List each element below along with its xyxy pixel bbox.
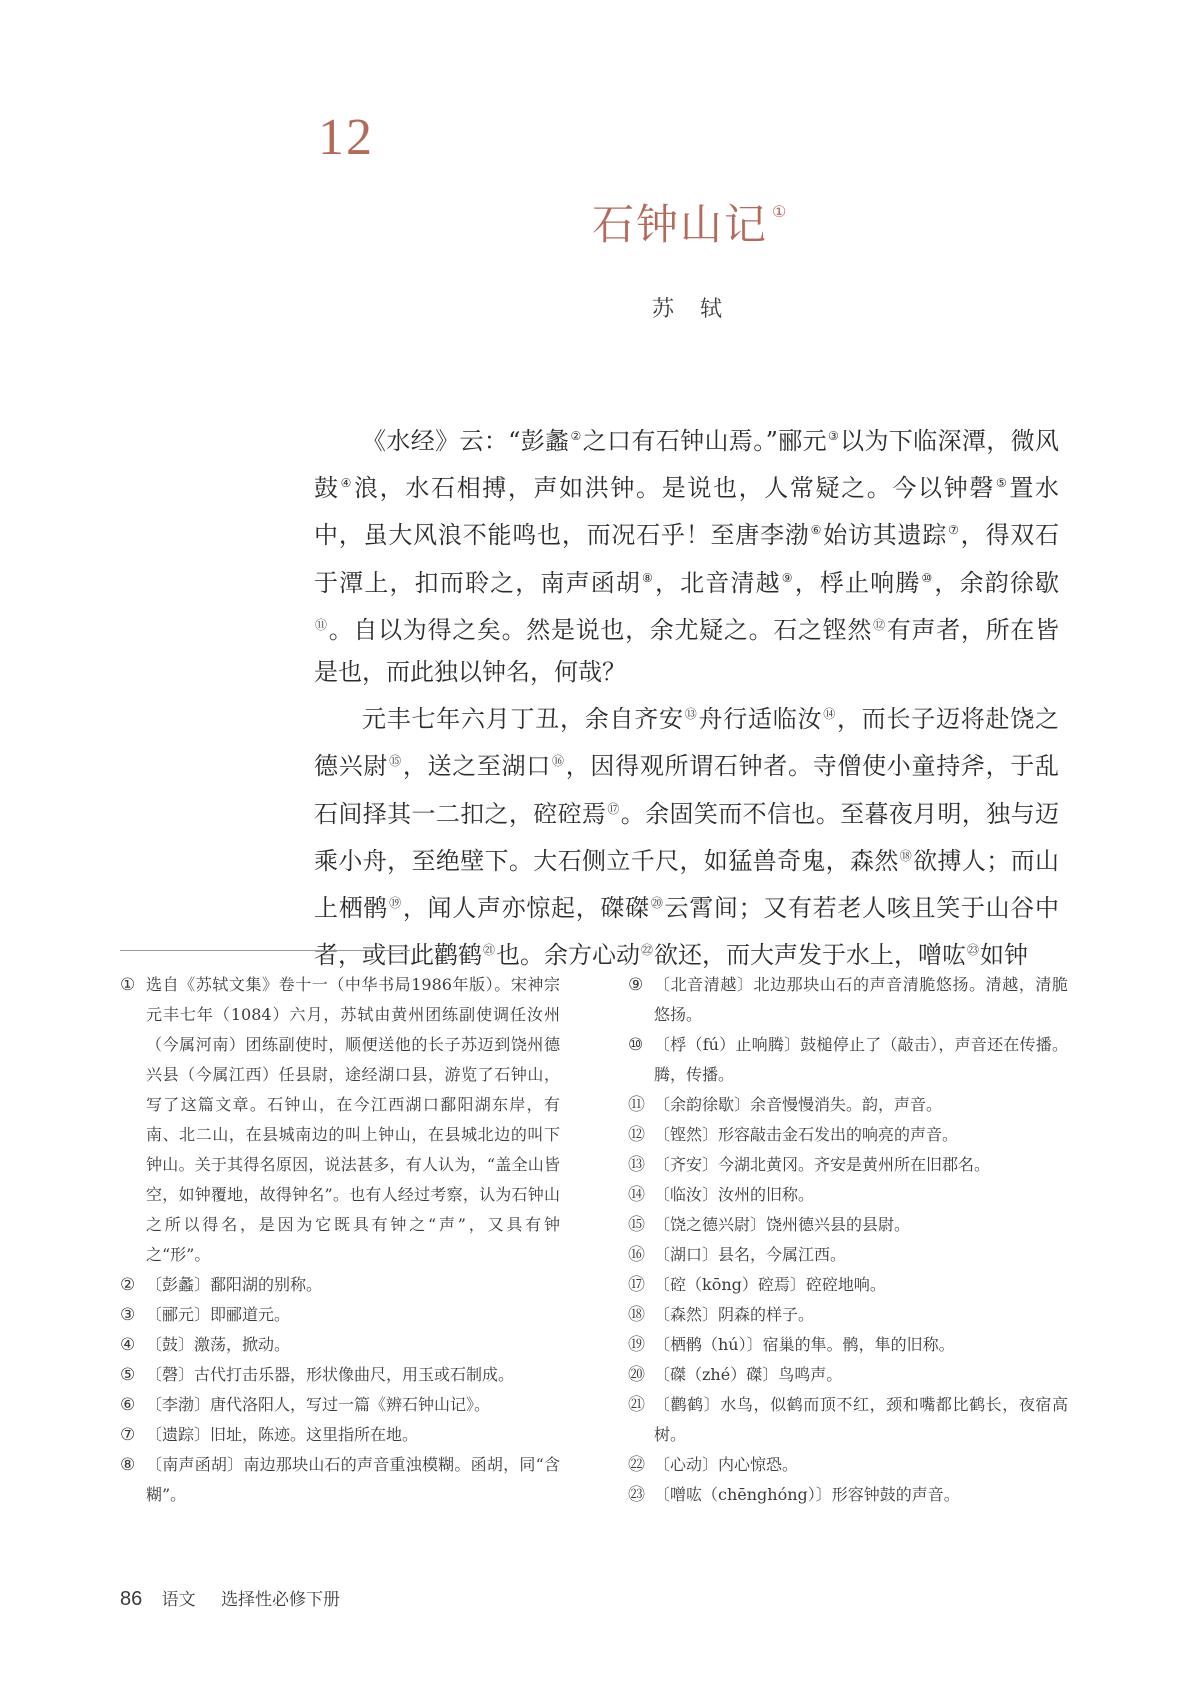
text-segment: ，闻人声亦惊起，磔磔 xyxy=(402,894,650,923)
text-segment: ，得双石于潭上，扣而聆之，南声函胡 xyxy=(314,521,1060,597)
note-marker[interactable]: ㉓ xyxy=(967,943,980,958)
note-marker[interactable]: ⑩ xyxy=(921,570,934,585)
footnote-text: 〔心动〕内心惊恐。 xyxy=(654,1455,799,1474)
footnote-number: ㉒ xyxy=(628,1455,645,1475)
footnote xyxy=(628,1090,1068,1120)
text-segment: 欲还，而大声发于水上，噌吰 xyxy=(654,941,967,970)
lesson-number: 12 xyxy=(318,109,374,166)
text-segment: 之口有石钟山焉。”郦元 xyxy=(582,427,827,455)
footnote-divider xyxy=(120,950,410,951)
footnote-text: 〔桴（fú）止响腾〕鼓槌停止了（敲击），声音还在传播。腾，传播。 xyxy=(654,1035,1068,1084)
footnote-text: 〔铿然〕形容敲击金石发出的响亮的声音。 xyxy=(654,1125,959,1144)
main-text xyxy=(314,415,1059,976)
note-marker[interactable]: ⑥ xyxy=(810,523,823,538)
note-marker[interactable]: ② xyxy=(570,429,582,443)
text-segment: 浪，水石相搏，声如洪钟。是说也，人常疑之。今以钟磬 xyxy=(354,474,995,503)
footnote xyxy=(628,1360,1068,1390)
footnote xyxy=(120,1300,560,1330)
footnote-text: 〔齐安〕今湖北黄冈。齐安是黄州所在旧郡名。 xyxy=(654,1155,991,1174)
note-marker[interactable]: ⑳ xyxy=(650,896,664,911)
footnote-number: ⑤ xyxy=(120,1365,136,1385)
footnote xyxy=(628,1330,1068,1360)
footnote-number: ⑦ xyxy=(120,1425,136,1445)
footnote xyxy=(120,1330,560,1360)
footnote xyxy=(628,970,1068,1030)
text-segment: 有声者，所在皆是也，而此独以钟名，何哉？ xyxy=(314,615,1059,687)
footnote-number: ③ xyxy=(120,1305,136,1325)
title-text: 石钟山记 xyxy=(592,200,769,249)
footnote xyxy=(628,1150,1068,1180)
footnote-number: ④ xyxy=(120,1335,136,1355)
footnote-text: 〔鹳鹤〕水鸟，似鹤而顶不红，颈和嘴都比鹤长，夜宿高树。 xyxy=(654,1395,1068,1444)
footnote-number: ㉑ xyxy=(628,1395,645,1415)
note-marker[interactable]: ⑨ xyxy=(781,570,794,585)
note-marker[interactable]: ⑰ xyxy=(607,801,620,816)
text-segment: 《水经》云：“彭蠡 xyxy=(362,427,570,455)
footnote xyxy=(628,1480,1068,1510)
text-segment: 始访其遗踪 xyxy=(823,521,948,550)
text-segment: 。余固笑而不信也。至暮夜月明，独与迈乘小舟，至绝壁下。大石侧立千尺，如猛兽奇鬼，森然 xyxy=(314,799,1060,875)
note-marker[interactable]: ⑫ xyxy=(873,617,886,632)
note-marker[interactable]: ⑬ xyxy=(684,707,698,722)
text-segment: 也。余方心动 xyxy=(496,941,641,970)
footnote-number: ② xyxy=(120,1275,136,1295)
footnote xyxy=(120,1360,560,1390)
text-segment: ，桴止响腾 xyxy=(794,568,921,597)
footnote-text: 〔磬〕古代打击乐器，形状像曲尺，用玉或石制成。 xyxy=(146,1365,515,1384)
footnote-number: ⑲ xyxy=(628,1335,645,1355)
note-marker[interactable]: ㉑ xyxy=(483,943,496,958)
footnote-number: ① xyxy=(120,975,136,995)
book-name: 语文 xyxy=(161,1590,196,1610)
footnote-text: 〔南声函胡〕南边那块山石的声音重浊模糊。函胡，同“含糊”。 xyxy=(146,1455,560,1504)
footnote xyxy=(120,1450,560,1510)
footnote xyxy=(120,1390,560,1420)
note-marker[interactable]: ⑭ xyxy=(823,707,836,722)
footnote-number: ⑪ xyxy=(628,1095,645,1115)
footnote xyxy=(120,1270,560,1300)
footnote xyxy=(628,1210,1068,1240)
note-marker[interactable]: ⑤ xyxy=(995,476,1009,491)
note-marker[interactable]: ⑧ xyxy=(642,570,654,585)
title-note-mark: ① xyxy=(772,202,789,221)
footnote-text: 〔北音清越〕北边那块山石的声音清脆悠扬。清越，清脆悠扬。 xyxy=(654,975,1068,1024)
text-segment: 置水中，虽大风浪不能鸣也，而况石乎！至唐李渤 xyxy=(314,474,1060,550)
footnote-text: 〔鼓〕激荡，掀动。 xyxy=(146,1335,291,1354)
footnote xyxy=(628,1120,1068,1150)
note-marker[interactable]: ⑱ xyxy=(899,848,913,863)
footnote-number: ㉓ xyxy=(628,1485,645,1505)
author: 苏轼 xyxy=(652,297,749,322)
footnote-text: 〔彭蠡〕鄱阳湖的别称。 xyxy=(146,1275,323,1294)
footnote-number: ⑩ xyxy=(628,1035,644,1055)
footnotes-right-column xyxy=(628,970,1068,1510)
text-segment: 欲搏人；而山上栖鹘 xyxy=(314,846,1060,923)
footnote-number: ⑮ xyxy=(628,1215,645,1235)
text-segment: 以为下临深潭，微风鼓 xyxy=(314,427,1059,503)
footnote-text: 〔湖口〕县名，今属江西。 xyxy=(654,1245,847,1264)
note-marker[interactable]: ㉒ xyxy=(641,943,654,958)
footnote-number: ⑫ xyxy=(628,1125,645,1145)
note-marker[interactable]: ④ xyxy=(340,476,354,491)
body-paragraph xyxy=(314,693,1059,976)
footnote xyxy=(628,1240,1068,1270)
footnotes-left-column xyxy=(120,970,560,1510)
footnote-number: ⑬ xyxy=(628,1155,645,1175)
footnote-text: 〔噌吰（chēnghóng）〕形容钟鼓的声音。 xyxy=(654,1485,960,1504)
footnote-text: 〔遗踪〕旧址，陈迹。这里指所在地。 xyxy=(146,1425,419,1444)
footnote-number: ⑱ xyxy=(628,1305,645,1325)
footnote-number: ⑯ xyxy=(628,1245,645,1265)
note-marker[interactable]: ⑪ xyxy=(315,617,328,632)
text-segment: ，因得观所谓石钟者。寺僧使小童持斧，于乱石间择其一二扣之，硿硿焉 xyxy=(314,752,1059,828)
text-segment: ，北音清越 xyxy=(654,568,781,597)
footnote-number: ⑧ xyxy=(120,1455,136,1475)
footnote-text: 〔栖鹘（hú）〕宿巢的隼。鹘，隼的旧称。 xyxy=(654,1335,955,1354)
body-paragraph xyxy=(314,415,1059,693)
note-marker[interactable]: ⑦ xyxy=(948,523,960,538)
note-marker[interactable]: ⑲ xyxy=(389,896,402,911)
text-segment: 。自以为得之矣。然是说也，余尤疑之。石之铿然 xyxy=(328,615,873,644)
footnote xyxy=(628,1030,1068,1090)
page-number: 86 xyxy=(120,1588,143,1610)
volume-name: 选择性必修下册 xyxy=(221,1590,341,1610)
footnote-text: 〔饶之德兴尉〕饶州德兴县的县尉。 xyxy=(654,1215,911,1234)
footnote-number: ⑰ xyxy=(628,1275,645,1295)
footnote-text: 〔硿（kōng）硿焉〕硿硿地响。 xyxy=(654,1275,886,1294)
footnote-text: 〔李渤〕唐代洛阳人，写过一篇《辨石钟山记》。 xyxy=(146,1395,491,1414)
note-marker[interactable]: ③ xyxy=(827,429,840,443)
footnote-text: 〔磔（zhé）磔〕鸟鸣声。 xyxy=(654,1365,843,1384)
text-segment: 舟行适临汝 xyxy=(698,705,823,734)
footnote xyxy=(628,1450,1068,1480)
footnote xyxy=(120,970,560,1270)
footnote xyxy=(628,1300,1068,1330)
footnote-text: 选自《苏轼文集》卷十一（中华书局1986年版）。宋神宗元丰七年（1084）六月，苏轼由黄州团练副使调任汝州（今属河南）团练副使时，顺便送他的长子苏迈到饶州德兴县（今属江西）任县尉，途经湖口县，游览了石钟山，写了这篇文章。石钟山，在今江西湖口鄱阳湖东岸，有南、北二山，在县城南边的叫上钟山，在县城北边的叫下钟山。关于其得名原因，说法甚多，有人认为，“盖全山皆空，如钟覆地，故得钟名”。也有人经过考察，认为石钟山之所以得名，是因为它既具有钟之“声”，又具有钟之“形”。 xyxy=(146,975,560,1264)
footnote-number: ⑭ xyxy=(628,1185,645,1205)
footnote xyxy=(120,1420,560,1450)
text-segment: 如钟 xyxy=(980,941,1029,970)
text-segment: 云霄间；又有若老人咳且笑于山谷中者，或曰此鹳鹤 xyxy=(314,894,1059,970)
footnote-number: ⑥ xyxy=(120,1395,136,1415)
note-marker[interactable]: ⑯ xyxy=(552,754,565,769)
footnote xyxy=(628,1270,1068,1300)
page-footer xyxy=(120,1585,340,1611)
text-segment: 元丰七年六月丁丑，余自齐安 xyxy=(362,705,684,734)
footnote xyxy=(628,1390,1068,1450)
note-marker[interactable]: ⑮ xyxy=(389,754,402,769)
footnote-number: ⑳ xyxy=(628,1365,645,1385)
text-segment: ，而长子迈将赴饶之德兴尉 xyxy=(314,705,1059,781)
page-title xyxy=(592,202,788,248)
footnote-text: 〔临汝〕汝州的旧称。 xyxy=(654,1185,815,1204)
footnote-text: 〔森然〕阴森的样子。 xyxy=(654,1305,815,1324)
text-segment: ，送之至湖口 xyxy=(402,752,552,781)
text-segment: ，余韵徐歇 xyxy=(934,568,1060,597)
footnote-text: 〔余韵徐歇〕余音慢慢消失。韵，声音。 xyxy=(654,1095,943,1114)
footnote xyxy=(628,1180,1068,1210)
footnote-number: ⑨ xyxy=(628,975,644,995)
footnote-text: 〔郦元〕即郦道元。 xyxy=(146,1305,291,1324)
